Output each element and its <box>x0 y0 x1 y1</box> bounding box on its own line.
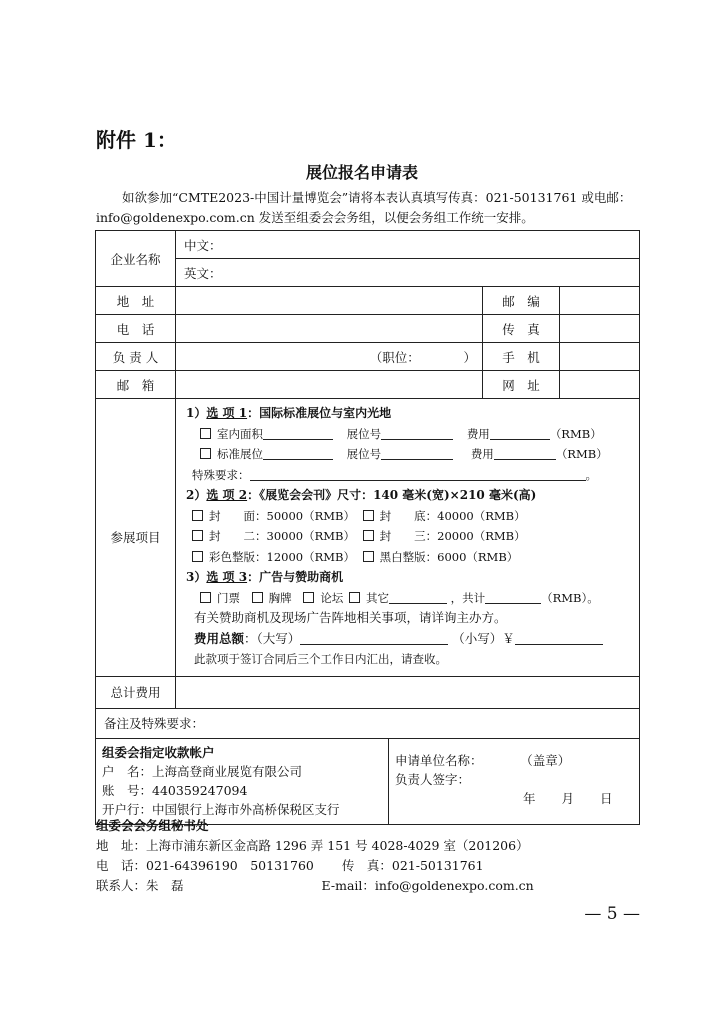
color-page-checkbox[interactable] <box>192 551 203 562</box>
back-checkbox[interactable] <box>363 510 374 521</box>
bank-name-row: 户 名：上海高登商业展览有限公司 <box>102 763 303 779</box>
standard-checkbox[interactable] <box>200 448 211 459</box>
cover-checkbox[interactable] <box>192 510 203 521</box>
bw-page-checkbox[interactable] <box>363 551 374 562</box>
sponsorship-row: 门票 胸牌 论坛 其它 ，共计 （RMB）。 <box>186 588 639 609</box>
cover2-checkbox[interactable] <box>192 530 203 541</box>
catalog-row-3: 彩色整版：12000（RMB） 黑白整版：6000（RMB） <box>186 547 639 568</box>
items-label: 参展项目 <box>96 399 176 677</box>
special-request-field[interactable] <box>250 467 586 481</box>
postcode-label: 邮 编 <box>483 287 560 315</box>
standard-booth-row: 标准展位 展位号 费用 （RMB） <box>186 444 639 465</box>
badge-checkbox[interactable] <box>252 592 263 603</box>
mailbox-label: 邮 箱 <box>96 371 176 399</box>
phone-field[interactable] <box>176 315 483 343</box>
attachment-label: 附件 1： <box>96 128 177 152</box>
person-label: 负 责 人 <box>96 343 176 371</box>
secretariat-phone-fax: 电 话：021-64396190 50131760 传 真：021-50131761 <box>96 858 484 873</box>
fax-field[interactable] <box>560 315 640 343</box>
cover3-checkbox[interactable] <box>363 530 374 541</box>
remarks-field[interactable] <box>96 708 640 738</box>
mobile-field[interactable] <box>560 343 640 371</box>
applicant-unit-row: 申请单位名称： （盖章） <box>395 752 571 768</box>
secretariat-email[interactable]: info@goldenexpo.com.cn <box>374 878 534 893</box>
total-fee-label: 总计费用 <box>96 676 176 708</box>
special-request-row: 特殊要求： 。 <box>192 467 597 482</box>
fee-daxie-field[interactable] <box>300 631 448 645</box>
secretariat-heading: 组委会会务组秘书处 <box>96 818 209 833</box>
other-checkbox[interactable] <box>349 592 360 603</box>
fee-total-row: 费用总额：（大写） （小写）￥ <box>186 629 639 650</box>
form-title: 展位报名申请表 <box>305 163 418 182</box>
sponsorship-note: 有关赞助商机及现场广告阵地相关事项，请详询主办方。 <box>194 610 507 625</box>
indoor-row: 室内面积 展位号 费用 （RMB） <box>186 424 639 445</box>
bank-account-block <box>96 738 389 824</box>
bank-branch-row: 开户行：中国银行上海市外高桥保税区支行 <box>102 801 340 817</box>
option2-title: 2）选 项 2：《展览会会刊》尺寸：140 毫米(宽)×210 毫米(高) <box>186 488 537 502</box>
intro-paragraph <box>96 188 644 228</box>
applicant-sign-row: 负责人签字： <box>395 771 471 787</box>
bank-account-row: 账 号：440359247094 <box>102 782 248 798</box>
intro-text: 如欲参加“CMTE2023-中国计量博览会”请将本表认真填写传真：021-50131761 或电邮：info@goldenexpo.com.cn 发送至组委会会务组，以便会务组工作统一安排。 <box>96 190 632 225</box>
person-field[interactable] <box>176 343 483 371</box>
address-field[interactable] <box>176 287 483 315</box>
catalog-row-1: 封 面：50000（RMB） 封 底：40000（RMB） <box>186 506 639 527</box>
company-name-label: 企业名称 <box>96 231 176 287</box>
page-number: — 5 — <box>584 904 640 924</box>
company-cn-field[interactable]: 中文： <box>176 231 640 259</box>
ticket-checkbox[interactable] <box>200 592 211 603</box>
applicant-date-row: 年 月 日 <box>523 790 613 806</box>
payment-note: 此款项于签订合同后三个工作日内汇出，请查收。 <box>194 652 447 666</box>
catalog-row-2: 封 二：30000（RMB） 封 三：20000（RMB） <box>186 526 639 547</box>
mailbox-field[interactable] <box>176 371 483 399</box>
option1-title: 1）选 项 1：国际标准展位与室内光地 <box>186 406 392 420</box>
bank-heading: 组委会指定收款帐户 <box>102 744 215 760</box>
option3-title: 3）选 项 3：广告与赞助商机 <box>186 570 344 584</box>
website-label: 网 址 <box>483 371 560 399</box>
applicant-block <box>389 738 640 824</box>
address-label: 地 址 <box>96 287 176 315</box>
remarks-label: 备注及特殊要求： <box>104 716 205 731</box>
company-en-field[interactable]: 英文： <box>176 259 640 287</box>
website-field[interactable] <box>560 371 640 399</box>
secretariat-contact: 联系人：朱 磊 E-mail：info@goldenexpo.com.cn <box>96 878 534 893</box>
secretariat-info <box>96 816 534 896</box>
position-label: （职位： ） <box>369 349 476 365</box>
total-fee-field[interactable] <box>176 676 640 708</box>
secretariat-address: 地 址：上海市浦东新区金高路 1296 弄 151 号 4028-4029 室（201206） <box>96 838 529 853</box>
fee-xiaoxie-field[interactable] <box>515 631 603 645</box>
indoor-checkbox[interactable] <box>200 428 211 439</box>
application-form-table <box>95 230 640 825</box>
forum-checkbox[interactable] <box>303 592 314 603</box>
mobile-label: 手 机 <box>483 343 560 371</box>
phone-label: 电 话 <box>96 315 176 343</box>
postcode-field[interactable] <box>560 287 640 315</box>
exhibit-options <box>176 399 640 677</box>
fax-label: 传 真 <box>483 315 560 343</box>
